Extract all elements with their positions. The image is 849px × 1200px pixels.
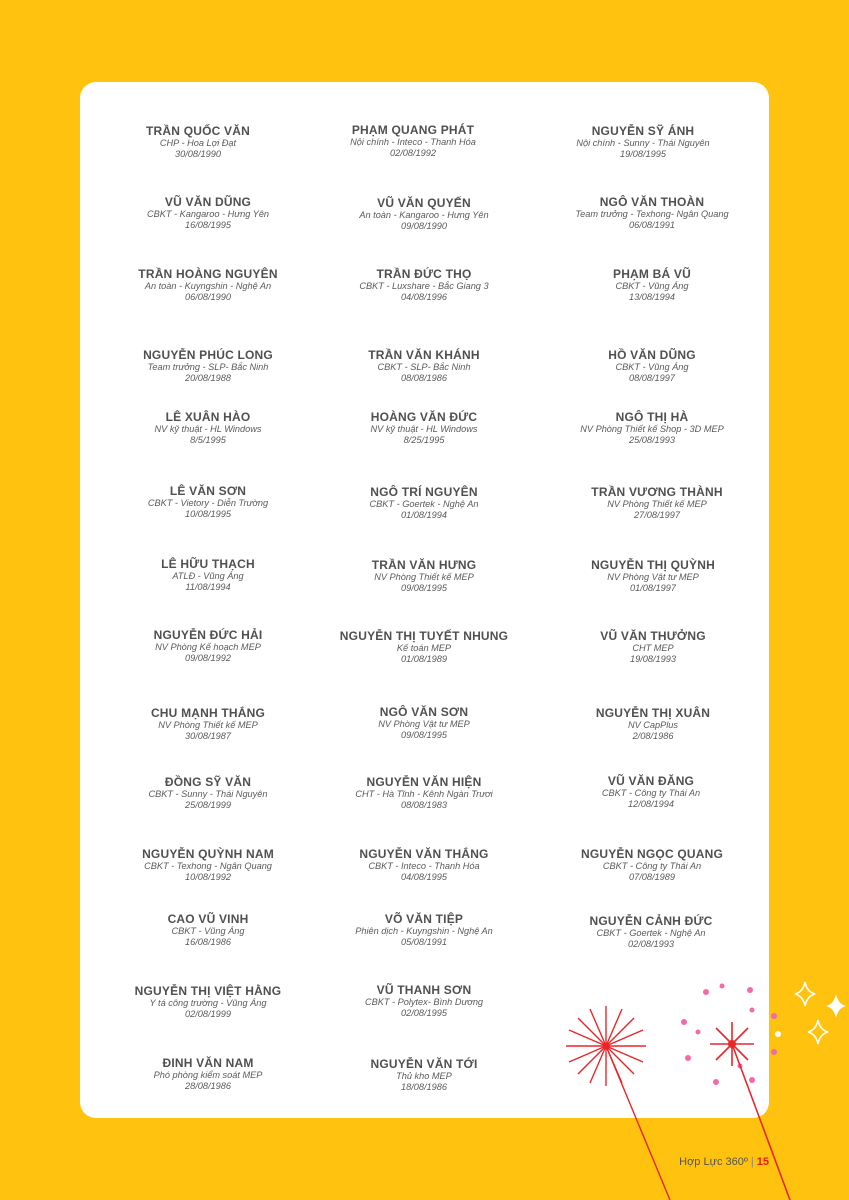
person-role: Nội chính - Sunny - Thái Nguyên: [576, 138, 710, 148]
person-role: Team trưởng - SLP- Bắc Ninh: [147, 362, 269, 372]
sparkle-icon: [528, 982, 828, 1098]
person-date: 30/08/1987: [185, 731, 231, 741]
person-role: ATLĐ - Vũng Áng: [172, 571, 244, 581]
person-date: 06/08/1990: [185, 292, 231, 302]
person-entry: [537, 268, 767, 303]
person-date: 25/08/1993: [629, 435, 675, 445]
person-name: NGUYỄN SỸ ÁNH: [591, 124, 695, 138]
person-role: CBKT - Vũng Áng: [615, 362, 689, 372]
person-date: 09/08/1992: [185, 653, 231, 663]
person-entry: [93, 268, 323, 303]
person-role: CBKT - Sunny - Thái Nguyên: [148, 789, 268, 799]
content-card: [80, 82, 769, 1118]
person-date: 10/08/1995: [185, 509, 231, 519]
person-name: TRẦN VĂN HƯNG: [371, 558, 477, 572]
red-spark-icon: [710, 1022, 790, 1200]
person-name: HỒ VĂN DŨNG: [608, 348, 696, 362]
person-entry: [309, 848, 539, 883]
person-date: 05/08/1991: [401, 937, 447, 947]
person-date: 2/08/1986: [632, 731, 674, 741]
person-entry: [93, 485, 323, 520]
person-name: VÕ VĂN TIỆP: [384, 912, 464, 926]
person-role: NV Phòng Thiết kế MEP: [374, 572, 474, 582]
person-entry: [309, 411, 539, 446]
person-role: CBKT - SLP- Bắc Ninh: [377, 362, 471, 372]
person-role: NV kỹ thuật - HL Windows: [370, 424, 478, 434]
person-name: NGUYỄN THỊ VIỆT HẰNG: [134, 984, 282, 998]
person-role: NV Phòng Thiết kế Shop - 3D MEP: [580, 424, 724, 434]
person-entry: [83, 125, 313, 160]
person-date: 11/08/1994: [185, 582, 231, 592]
page-footer: [679, 1156, 769, 1168]
person-date: 8/5/1995: [190, 435, 226, 445]
person-entry: [93, 776, 323, 811]
person-role: Kế toán MEP: [396, 643, 452, 653]
person-date: 20/08/1988: [185, 373, 231, 383]
person-date: 07/08/1989: [629, 872, 675, 882]
person-entry: [309, 630, 539, 665]
person-date: 02/08/1995: [401, 1008, 447, 1018]
person-name: HOÀNG VĂN ĐỨC: [370, 410, 478, 424]
person-entry: [298, 124, 528, 159]
person-role: CBKT - Texhong - Ngân Quang: [144, 861, 272, 871]
person-entry: [93, 985, 323, 1020]
person-date: 09/08/1995: [401, 583, 447, 593]
person-name: VŨ VĂN QUYẾN: [377, 196, 471, 210]
person-date: 25/08/1999: [185, 800, 231, 810]
person-date: 06/08/1991: [629, 220, 675, 230]
person-date: 01/08/1994: [401, 510, 447, 520]
person-date: 04/08/1996: [401, 292, 447, 302]
person-date: 27/08/1997: [634, 510, 680, 520]
person-role: Nội chính - Inteco - Thanh Hóa: [350, 137, 476, 147]
person-entry: [93, 1057, 323, 1092]
person-entry: [309, 776, 539, 811]
person-date: 13/08/1994: [629, 292, 675, 302]
person-name: NGÔ VĂN THOÀN: [599, 195, 705, 209]
person-date: 18/08/1986: [401, 1082, 447, 1092]
person-entry: [537, 411, 767, 446]
person-role: NV Phòng Kế hoạch MEP: [155, 642, 261, 652]
person-entry: [93, 196, 323, 231]
person-role: CBKT - Goertek - Nghệ An: [596, 928, 706, 938]
person-role: NV Phòng Vật tư MEP: [607, 572, 699, 582]
person-entry: [542, 486, 772, 521]
person-entry: [93, 558, 323, 593]
person-name: NGUYỄN ĐỨC HẢI: [153, 628, 263, 642]
person-role: CBKT - Goertek - Nghệ An: [369, 499, 479, 509]
person-name: CAO VŨ VINH: [167, 912, 249, 926]
person-role: CBKT - Inteco - Thanh Hóa: [368, 861, 480, 871]
person-role: Y tá công trường - Vũng Áng: [149, 998, 267, 1008]
person-role: CHP - Hoa Lợi Đạt: [159, 138, 237, 148]
person-name: NGUYỄN VĂN THẮNG: [359, 847, 489, 861]
person-role: NV kỹ thuật - HL Windows: [154, 424, 262, 434]
person-date: 09/08/1990: [401, 221, 447, 231]
person-role: CBKT - Polytex- Bình Dương: [364, 997, 484, 1007]
person-date: 19/08/1995: [620, 149, 666, 159]
person-entry: [93, 411, 323, 446]
person-name: LÊ XUÂN HÀO: [165, 410, 251, 424]
person-name: NGUYỄN CẢNH ĐỨC: [589, 914, 713, 928]
person-role: CBKT - Công ty Thái An: [602, 861, 702, 871]
person-name: PHẠM QUANG PHÁT: [351, 123, 475, 137]
person-date: 28/08/1986: [185, 1081, 231, 1091]
person-entry: [93, 349, 323, 384]
person-entry: [309, 706, 539, 741]
person-date: 09/08/1995: [401, 730, 447, 740]
person-name: TRẦN VĂN KHÁNH: [368, 348, 480, 362]
person-role: NV Phòng Thiết kế MEP: [158, 720, 258, 730]
magazine-title: Hợp Lực 360º: [679, 1156, 748, 1168]
person-role: CBKT - Vũng Áng: [171, 926, 245, 936]
person-date: 08/08/1997: [629, 373, 675, 383]
person-entry: [309, 913, 539, 948]
person-role: CBKT - Vũng Áng: [615, 281, 689, 291]
person-role: CBKT - Công ty Thái An: [601, 788, 701, 798]
fireworks-decoration: [500, 970, 849, 1200]
person-entry: [93, 913, 323, 948]
page-number: 15: [756, 1156, 769, 1168]
footer-separator: |: [750, 1156, 754, 1168]
person-entry: [537, 349, 767, 384]
person-entry: [93, 848, 323, 883]
person-date: 16/08/1986: [185, 937, 231, 947]
person-name: PHẠM BÁ VŨ: [612, 267, 691, 281]
person-name: VŨ THANH SƠN: [376, 983, 472, 997]
person-role: NV Phòng Thiết kế MEP: [607, 499, 707, 509]
person-role: An toàn - Kuyngshin - Nghệ An: [144, 281, 272, 291]
person-name: CHU MẠNH THẮNG: [150, 706, 266, 720]
person-name: TRẦN HOÀNG NGUYÊN: [138, 267, 278, 281]
person-entry: [309, 486, 539, 521]
person-name: LÊ HỮU THẠCH: [161, 557, 255, 571]
person-entry: [93, 629, 323, 664]
person-name: TRẦN ĐỨC THỌ: [376, 267, 472, 281]
person-date: 04/08/1995: [401, 872, 447, 882]
person-name: NGUYỄN VĂN TỚI: [370, 1057, 478, 1071]
person-role: CHT MEP: [632, 643, 674, 653]
person-date: 12/08/1994: [628, 799, 674, 809]
person-date: 08/08/1986: [401, 373, 447, 383]
person-role: CBKT - Vietory - Diễn Trường: [147, 498, 269, 508]
person-name: NGÔ TRÍ NGUYÊN: [370, 485, 478, 499]
person-entry: [93, 707, 323, 742]
person-name: NGÔ THỊ HÀ: [615, 410, 689, 424]
person-role: Phiên dịch - Kuyngshin - Nghệ An: [355, 926, 493, 936]
person-date: 08/08/1983: [401, 800, 447, 810]
person-entry: [309, 268, 539, 303]
red-firework-icon: [566, 1006, 670, 1200]
person-name: NGÔ VĂN SƠN: [379, 705, 469, 719]
person-entry: [309, 349, 539, 384]
person-entry: [536, 915, 766, 950]
person-name: LÊ VĂN SƠN: [169, 484, 247, 498]
person-name: NGUYỄN THỊ XUÂN: [595, 706, 711, 720]
person-name: VŨ VĂN ĐĂNG: [607, 774, 695, 788]
person-entry: [538, 630, 768, 665]
person-name: ĐINH VĂN NAM: [162, 1056, 254, 1070]
person-name: TRẦN VƯƠNG THÀNH: [591, 485, 723, 499]
person-role: An toàn - Kangaroo - Hưng Yên: [359, 210, 489, 220]
person-role: CBKT - Kangaroo - Hưng Yên: [146, 209, 270, 219]
person-name: TRẦN QUỐC VĂN: [146, 124, 250, 138]
person-entry: [309, 197, 539, 232]
person-date: 16/08/1995: [185, 220, 231, 230]
person-date: 30/08/1990: [175, 149, 221, 159]
person-name: NGUYỄN THỊ QUỲNH: [591, 558, 715, 572]
person-name: NGUYỄN THỊ TUYẾT NHUNG: [339, 629, 509, 643]
person-role: CHT - Hà Tĩnh - Kênh Ngàn Trươi: [355, 789, 493, 799]
person-name: NGUYỄN QUỲNH NAM: [142, 847, 274, 861]
person-date: 02/08/1999: [185, 1009, 231, 1019]
person-role: CBKT - Luxshare - Bắc Giang 3: [359, 281, 489, 291]
person-entry: [528, 125, 758, 160]
person-date: 02/08/1992: [390, 148, 436, 158]
person-role: Thủ kho MEP: [396, 1071, 452, 1081]
person-date: 01/08/1989: [401, 654, 447, 664]
person-name: VŨ VĂN DŨNG: [164, 195, 252, 209]
person-date: 10/08/1992: [185, 872, 231, 882]
person-name: NGUYỄN NGỌC QUANG: [580, 847, 724, 861]
person-role: NV CapPlus: [627, 720, 679, 730]
person-name: ĐỒNG SỸ VĂN: [164, 775, 252, 789]
person-entry: [538, 559, 768, 594]
person-role: Phó phòng kiểm soát MEP: [153, 1070, 263, 1080]
person-name: VŨ VĂN THƯỞNG: [600, 629, 706, 643]
person-entry: [538, 707, 768, 742]
dotted-firework-icon: [679, 981, 781, 1089]
person-name: NGUYỄN VĂN HIỆN: [366, 775, 482, 789]
person-date: 02/08/1993: [628, 939, 674, 949]
person-entry: [537, 196, 767, 231]
person-date: 01/08/1997: [630, 583, 676, 593]
person-entry: [309, 559, 539, 594]
person-date: 8/25/1995: [403, 435, 445, 445]
person-date: 19/08/1993: [630, 654, 676, 664]
person-entry: [537, 848, 767, 883]
person-role: NV Phòng Vật tư MEP: [378, 719, 470, 729]
person-entry: [536, 775, 766, 810]
person-name: NGUYỄN PHÚC LONG: [143, 348, 273, 362]
person-role: Team trưởng - Texhong- Ngân Quang: [575, 209, 729, 219]
